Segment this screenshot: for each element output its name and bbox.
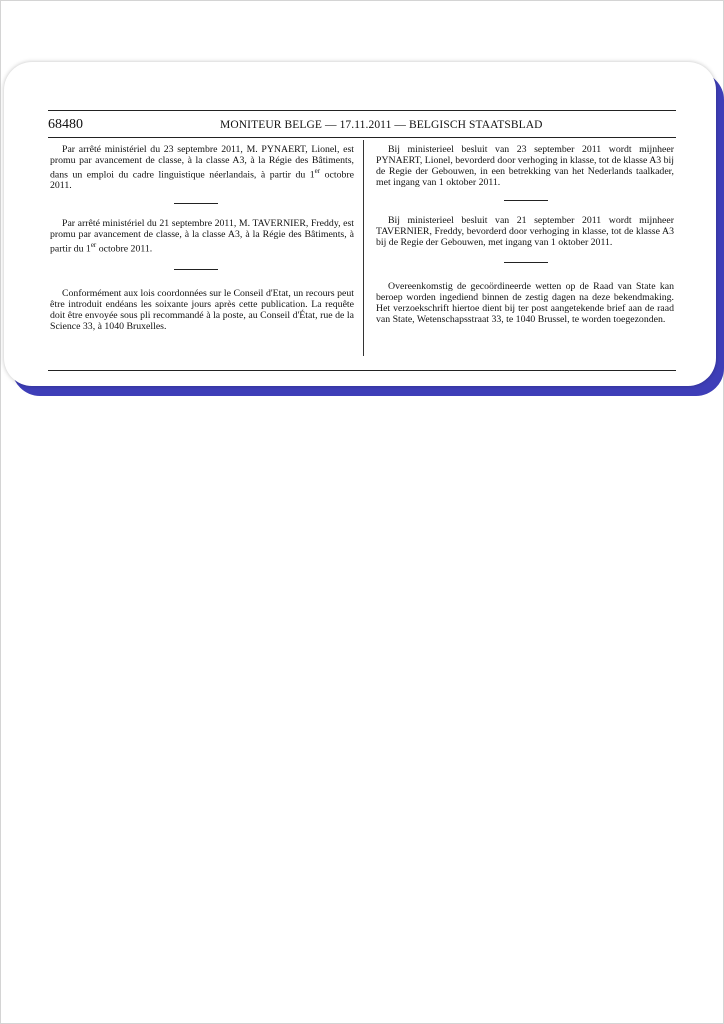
header-rule [48, 137, 676, 138]
separator [174, 269, 218, 270]
top-rule [48, 110, 676, 111]
french-paragraph-1 [50, 144, 354, 191]
page-number: 68480 [48, 117, 83, 132]
french-paragraph-2-text: Par arrêté ministériel du 21 septembre 2011, M. TAVERNIER, Freddy, est promu par avancement de classe, à la classe A3, à la Régie des Bâtiments, à partir du 1 [50, 218, 354, 255]
column-divider [363, 140, 364, 356]
separator [174, 203, 218, 204]
masthead-title: MONITEUR BELGE — 17.11.2011 — BELGISCH STAATSBLAD [220, 119, 543, 131]
bottom-rule [48, 370, 676, 371]
french-paragraph-2-sup: er [90, 241, 97, 250]
document-card [4, 62, 716, 386]
french-paragraph-1-text: Par arrêté ministériel du 23 septembre 2011, M. PYNAERT, Lionel, est promu par avancement de classe, à la classe A3, à la Régie des Bâtiments, dans un emploi du cadre linguistique néerlandais, à partir du 1 [50, 144, 354, 181]
french-paragraph-3: Conformément aux lois coordonnées sur le Conseil d'Etat, un recours peut être introduit endéans les soixante jours après cette publication. La requête doit être envoyée sous pli recommandé à la poste, au Conseil d'État, rue de la Science 33, à 1040 Bruxelles. [50, 287, 354, 332]
french-paragraph-2-tail: octobre 2011. [96, 243, 153, 255]
dutch-paragraph-3: Overeenkomstig de gecoördineerde wetten op de Raad van State kan beroep worden ingediend binnen de zestig dagen na deze bekendmaking. Het verzoekschrift hiertoe dient bij ter post aangetekende brief aan de raad van State, Wetenschapsstraat 33, te 1040 Brussel, te worden toegezonden. [376, 281, 674, 325]
dutch-paragraph-1: Bij ministerieel besluit van 23 september 2011 wordt mijnheer PYNAERT, Lionel, bevorderd door verhoging in klasse, tot de klasse A3 bij de Regie der Gebouwen, in een betrekking van het Nederlands taalkader, met ingang van 1 oktober 2011. [376, 144, 674, 188]
dutch-column [376, 144, 674, 325]
french-column [50, 144, 354, 332]
dutch-paragraph-2: Bij ministerieel besluit van 21 september 2011 wordt mijnheer TAVERNIER, Freddy, bevorderd door verhoging in klasse, tot de klasse A3 bij de Regie der Gebouwen, met ingang van 1 oktober 2011. [376, 215, 674, 248]
gazette-header [48, 116, 676, 136]
french-paragraph-1-sup: er [314, 167, 321, 175]
separator [504, 200, 548, 201]
french-paragraph-2 [50, 218, 354, 254]
separator [504, 262, 548, 263]
french-paragraph-1-tail: octobre 2011. [50, 169, 354, 192]
